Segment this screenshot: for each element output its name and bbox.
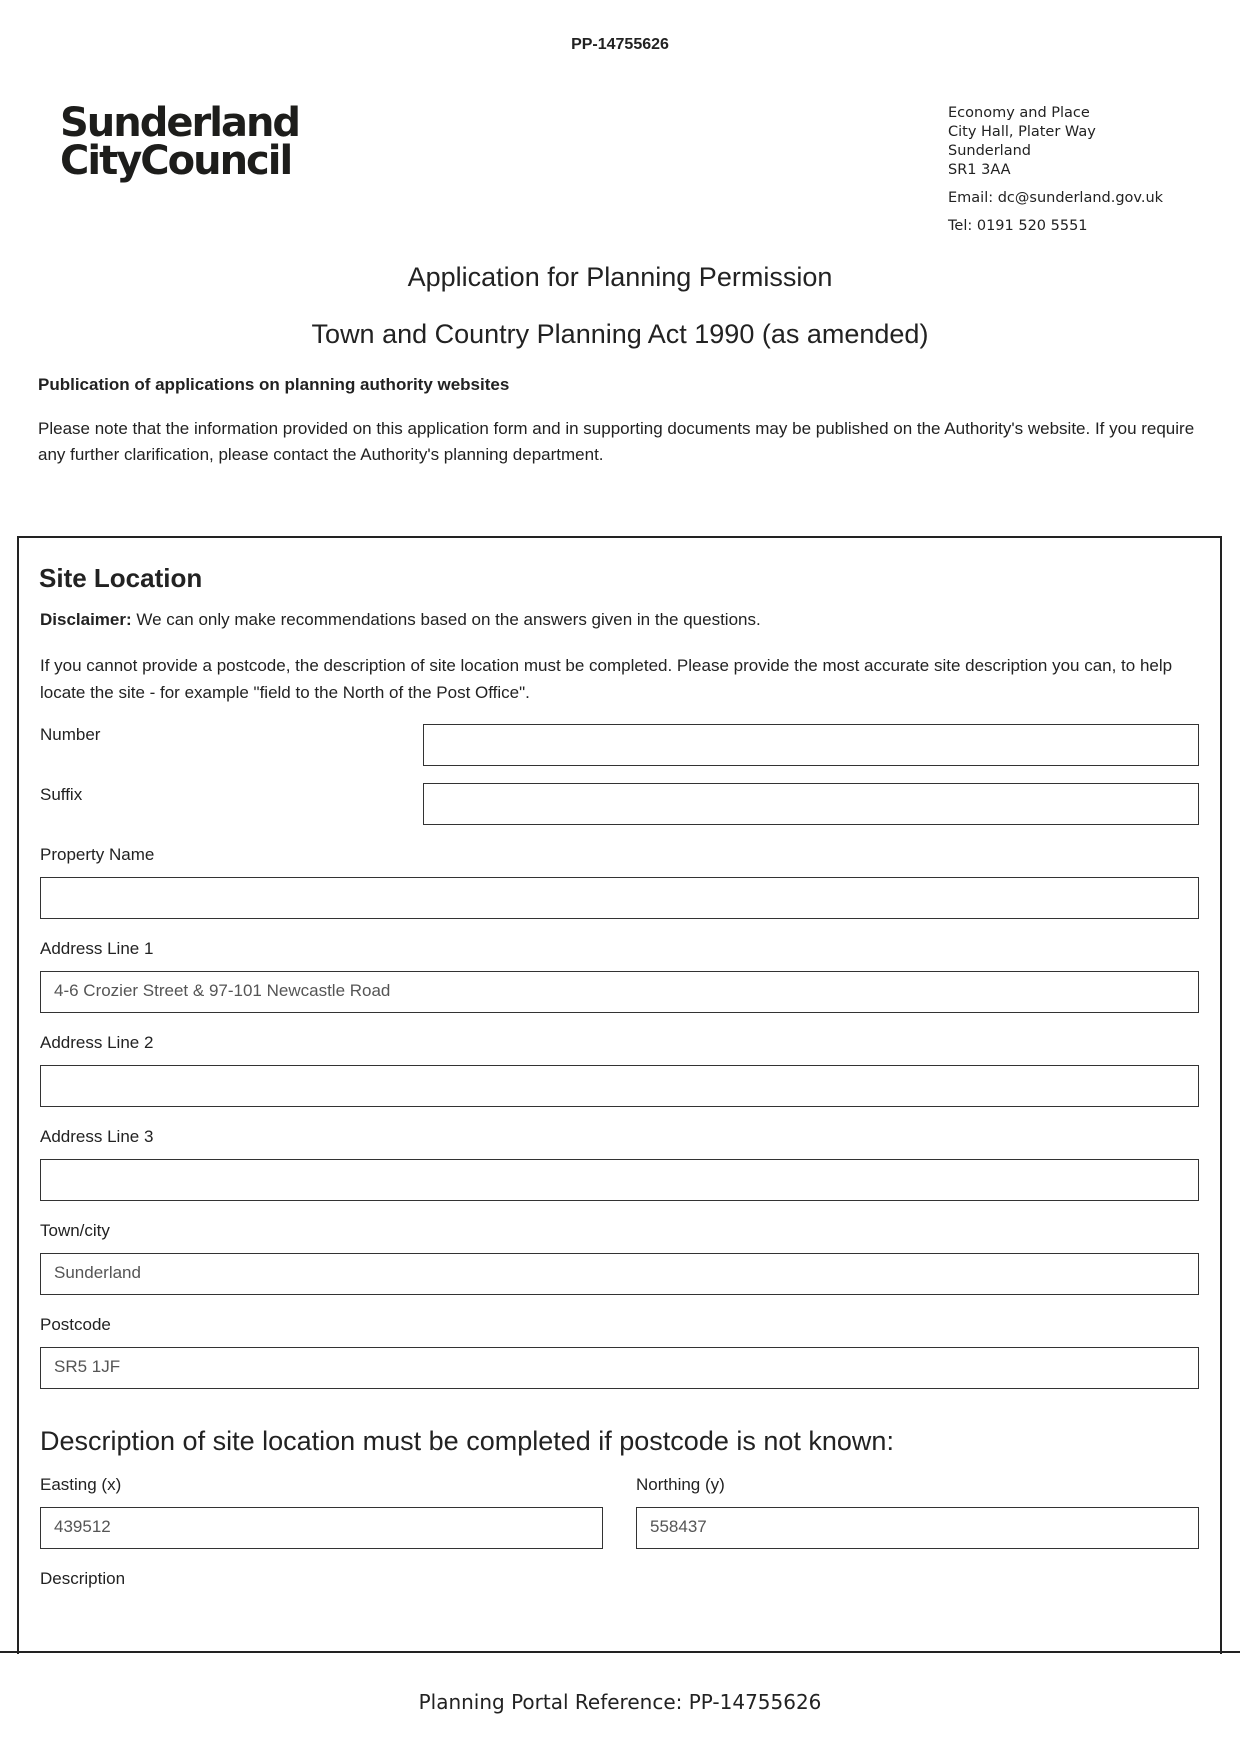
footer-reference: Planning Portal Reference: PP-14755626 (418, 1690, 822, 1714)
number-field[interactable] (423, 724, 1199, 766)
disclaimer-text: We can only make recommendations based on the answers given in the questions. (131, 610, 761, 629)
description-heading: Description of site location must be completed if postcode is not known: (40, 1426, 894, 1456)
suffix-field[interactable] (423, 783, 1199, 825)
address-line-3-field[interactable] (40, 1159, 1199, 1201)
address-line-2-field[interactable] (40, 1065, 1199, 1107)
site-instructions: If you cannot provide a postcode, the description of site location must be completed. Please provide the most accurate site description you can, to help locate the site - for example "field to the North of the Post Office". (40, 656, 1173, 702)
publication-heading: Publication of applications on planning authority websites (38, 375, 510, 394)
town-label: Town/city (40, 1221, 110, 1240)
northing-field[interactable]: 558437 (636, 1507, 1199, 1549)
address-line-1-field[interactable]: 4-6 Crozier Street & 97-101 Newcastle Road (40, 971, 1199, 1013)
description-label: Description (40, 1569, 126, 1588)
easting-field[interactable]: 439512 (40, 1507, 603, 1549)
postcode-field[interactable]: SR5 1JF (40, 1347, 1199, 1389)
page-divider (0, 1651, 1240, 1653)
document-reference: PP-14755626 (571, 36, 669, 53)
logo-line-1: Sunderland (60, 100, 300, 146)
number-label: Number (40, 725, 101, 744)
address-postcode: SR1 3AA (948, 162, 1011, 178)
address-line-1-label: Address Line 1 (40, 939, 154, 958)
northing-label: Northing (y) (636, 1475, 725, 1494)
council-address (948, 104, 1163, 236)
disclaimer-label: Disclaimer: (40, 610, 132, 629)
address-street: City Hall, Plater Way (948, 124, 1096, 140)
address-town: Sunderland (948, 143, 1031, 159)
suffix-label: Suffix (40, 785, 83, 804)
address-email: Email: dc@sunderland.gov.uk (948, 190, 1164, 206)
address-line-2-label: Address Line 2 (40, 1033, 154, 1052)
disclaimer (40, 610, 761, 630)
logo-line-2: CityCouncil (60, 138, 292, 184)
section-title: Site Location (39, 563, 203, 593)
address-dept: Economy and Place (948, 105, 1090, 121)
property-name-label: Property Name (40, 845, 155, 864)
easting-label: Easting (x) (40, 1475, 122, 1494)
property-name-field[interactable] (40, 877, 1199, 919)
page-subtitle: Town and Country Planning Act 1990 (as amended) (311, 319, 929, 349)
postcode-label: Postcode (40, 1315, 111, 1334)
publication-text: Please note that the information provided on this application form and in supporting documents may be published on the Authority's website. If you require any further clarification, please contact the Authority's planning department. (38, 419, 1195, 464)
address-line-3-label: Address Line 3 (40, 1127, 154, 1146)
council-logo (60, 100, 300, 184)
town-field[interactable]: Sunderland (40, 1253, 1199, 1295)
address-tel: Tel: 0191 520 5551 (948, 218, 1088, 234)
page-title: Application for Planning Permission (407, 262, 833, 292)
